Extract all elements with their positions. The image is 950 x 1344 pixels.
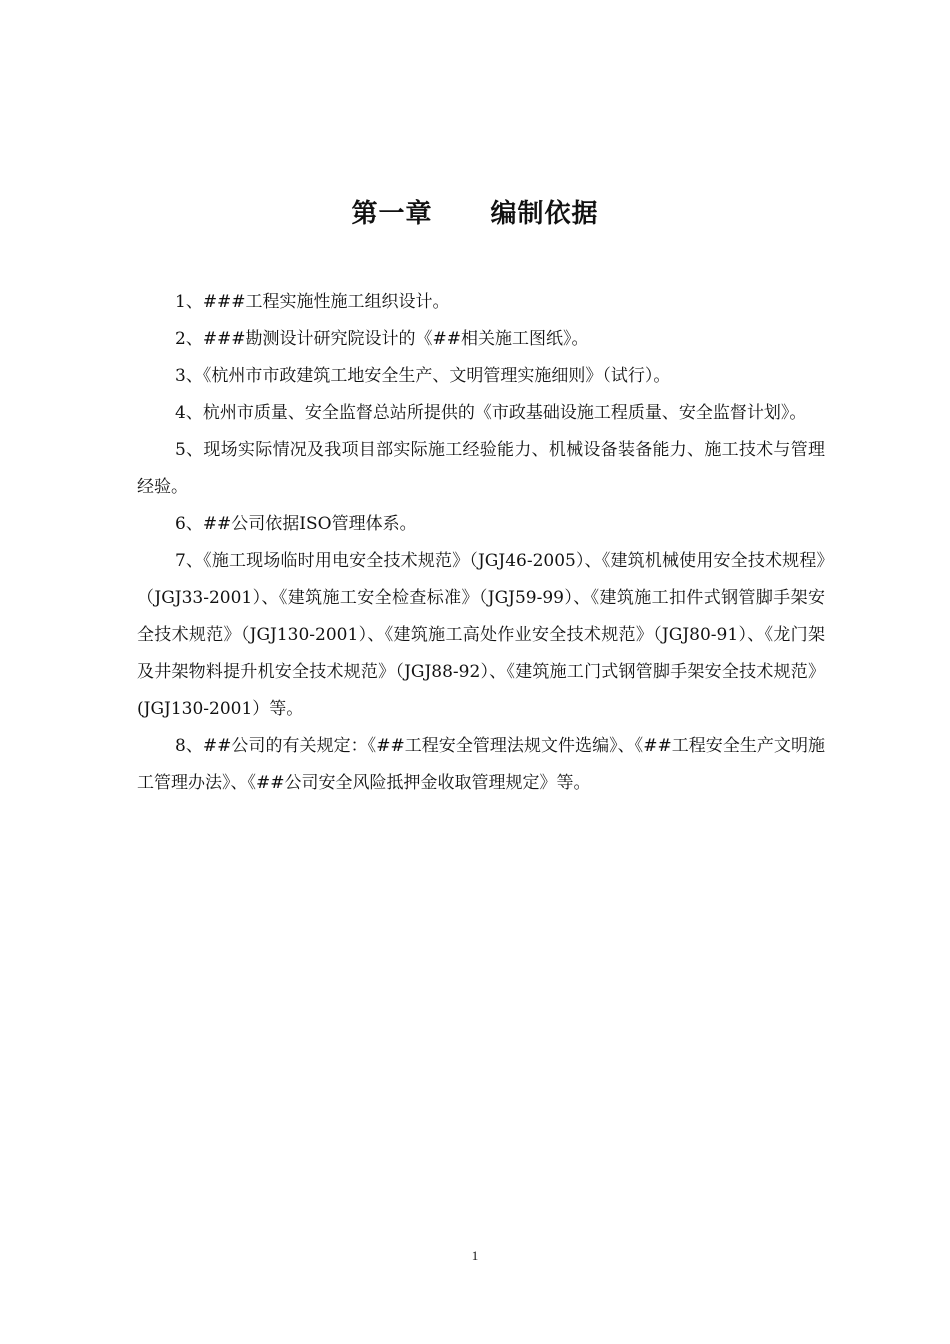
paragraph-4: 4、杭州市质量、安全监督总站所提供的《市政基础设施工程质量、安全监督计划》。 [175, 403, 807, 423]
body-text [137, 284, 825, 802]
paragraph-1: 1、###工程实施性施工组织设计。 [175, 292, 450, 312]
page-number: 1 [471, 1248, 479, 1263]
chapter-title: 编制依据 [490, 199, 599, 229]
paragraph-3: 3、《杭州市市政建筑工地安全生产、文明管理实施细则》（试行）。 [175, 366, 671, 386]
paragraph-6: 6、##公司依据ISO管理体系。 [175, 514, 417, 534]
paragraph-5: 5、现场实际情况及我项目部实际施工经验能力、机械设备装备能力、施工技术与管理经验。 [137, 440, 825, 497]
paragraph-7: 7、《施工现场临时用电安全技术规范》（JGJ46-2005）、《建筑机械使用安全技术规程》（JGJ33-2001）、《建筑施工安全检查标准》（JGJ59-99）、《建筑施工扣件式钢管脚手架安全技术规范》（JGJ130-2001）、《建筑施工高处作业安全技术规范》（JGJ80-91）、《龙门架及井架物料提升机安全技术规范》（JGJ88-92）、《建筑施工门式钢管脚手架安全技术规范》(JGJ130-2001）等。 [137, 551, 825, 719]
chapter-number: 第一章 [351, 199, 433, 229]
paragraph-2: 2、###勘测设计研究院设计的《##相关施工图纸》。 [175, 329, 589, 349]
chapter-heading [0, 196, 950, 232]
paragraph-8: 8、##公司的有关规定：《##工程安全管理法规文件选编》、《##工程安全生产文明施工管理办法》、《##公司安全风险抵押金收取管理规定》等。 [137, 736, 825, 793]
